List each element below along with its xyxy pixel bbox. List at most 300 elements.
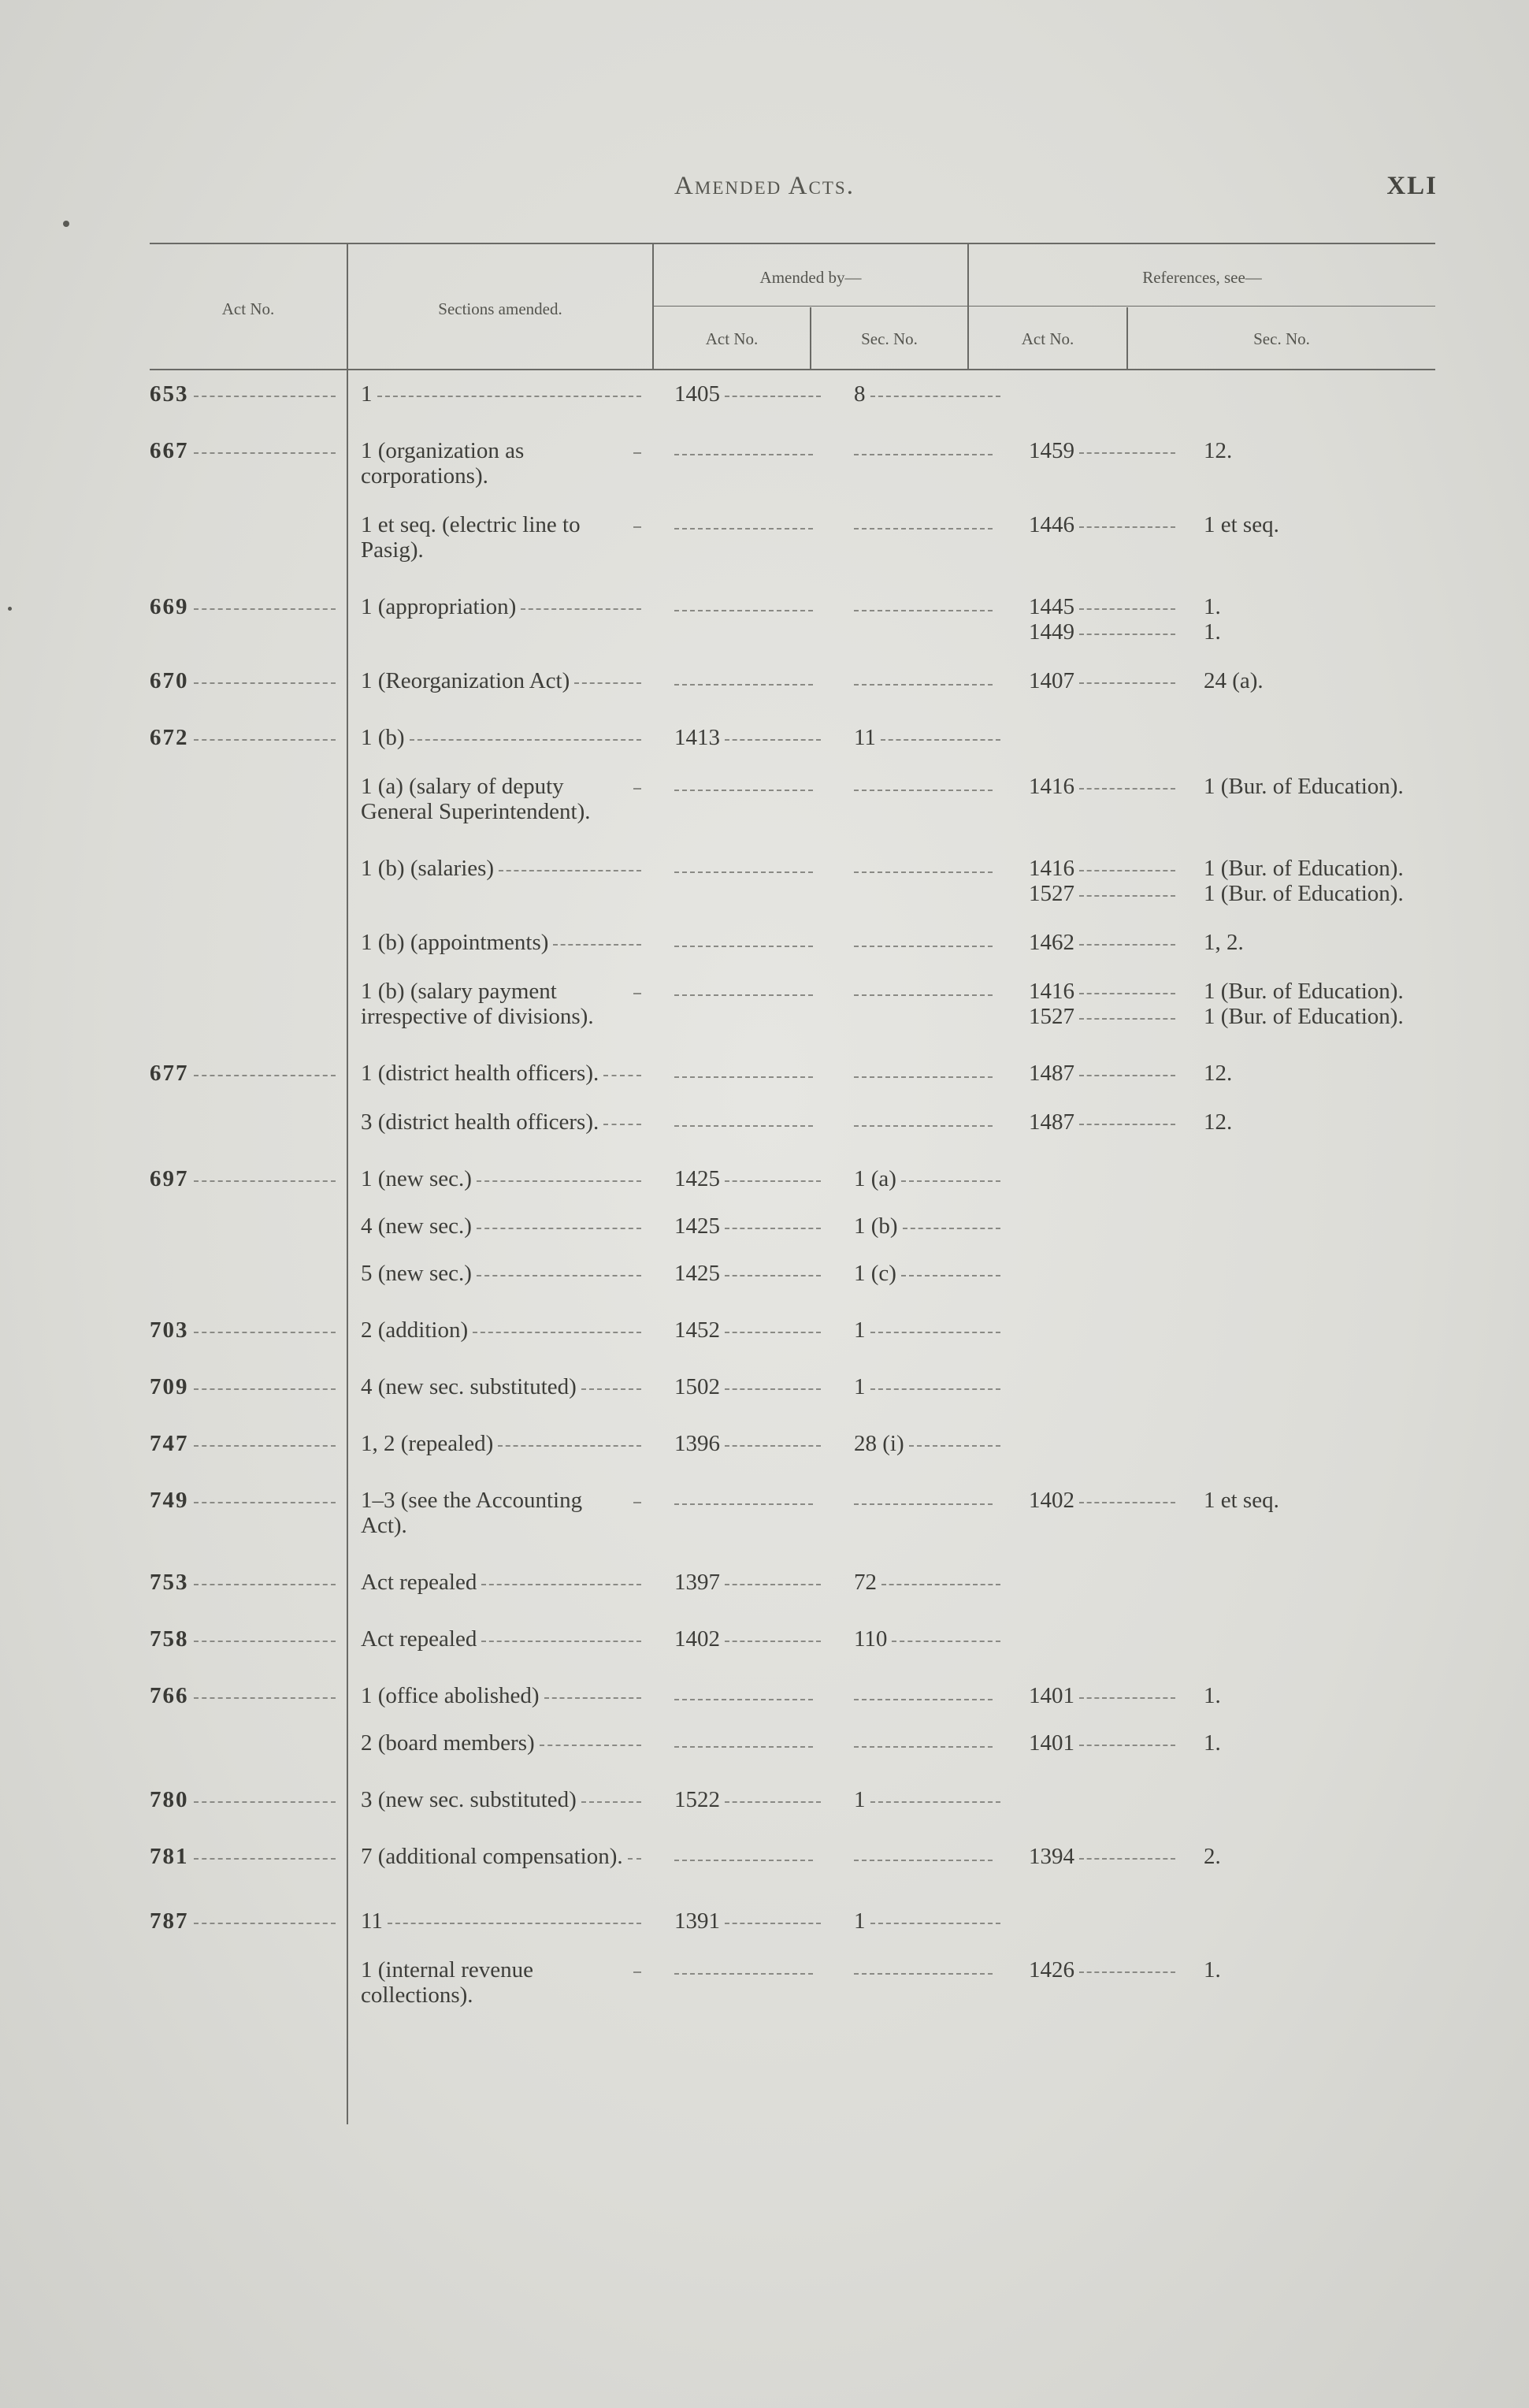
- row-spacer: [150, 489, 1528, 512]
- row-spacer: [150, 1934, 1528, 1957]
- col-header-ref-sec-no: Sec. No.: [1253, 329, 1310, 348]
- reference-act-cell: [1011, 930, 1186, 955]
- section-cell: [347, 594, 652, 645]
- section-cell: [347, 774, 652, 824]
- act-number-cell: [150, 1730, 347, 1756]
- reference-act-number: 1426: [1029, 1957, 1074, 1983]
- amended-act-number-cell: [652, 1317, 832, 1343]
- reference-act-cell: [1011, 1683, 1186, 1708]
- section-text: 1 (a) (salary of deputy General Superintendent).: [361, 774, 591, 824]
- act-number: 758: [150, 1626, 189, 1652]
- amended-act-number: 1425: [674, 1166, 720, 1191]
- row-spacer: [150, 1538, 1528, 1570]
- amended-section-number-cell: [832, 1317, 1011, 1343]
- amended-act-number: 1502: [674, 1374, 720, 1399]
- reference-act-cell: [1011, 1787, 1186, 1812]
- reference-section-cell: [1186, 1957, 1528, 2008]
- act-number-cell: [150, 668, 347, 693]
- amended-act-number-cell: [652, 1213, 832, 1239]
- act-number-cell: [150, 1570, 347, 1595]
- section-text: 4 (new sec. substituted): [361, 1374, 577, 1399]
- reference-act-cell: [1011, 1374, 1186, 1399]
- reference-act-number: 1527: [1029, 1004, 1074, 1029]
- reference-act-cell: [1011, 1488, 1186, 1538]
- amended-act-number-cell: [652, 1908, 832, 1934]
- act-number-cell: [150, 381, 347, 407]
- section-text: 1 (organization as corporations).: [361, 438, 525, 489]
- row-spacer: [150, 1135, 1528, 1166]
- act-number-cell: [150, 1213, 347, 1239]
- reference-section-cell: [1186, 1374, 1528, 1399]
- section-cell: [347, 1109, 652, 1135]
- amended-acts-table: [150, 381, 1528, 2008]
- amended-section-number: 1: [854, 1787, 866, 1812]
- act-number: 677: [150, 1061, 189, 1086]
- col-header-amended-by: Amended by—: [759, 268, 862, 287]
- row-spacer: [150, 1239, 1528, 1261]
- act-number-cell: [150, 930, 347, 955]
- amended-act-number-cell: [652, 1488, 832, 1538]
- reference-section-number: 1 (Bur. of Education).: [1204, 881, 1404, 906]
- amended-act-number-cell: [652, 1730, 832, 1756]
- act-number: 766: [150, 1683, 189, 1708]
- table-row: [150, 856, 1528, 906]
- reference-act-number: 1487: [1029, 1109, 1074, 1135]
- reference-section-cell: [1186, 1844, 1528, 1869]
- amended-section-number-cell: [832, 774, 1011, 824]
- amended-section-number-cell: [832, 979, 1011, 1029]
- table-row: [150, 1908, 1528, 1934]
- section-text: 1 (district health officers).: [361, 1061, 599, 1086]
- table-row: [150, 1787, 1528, 1812]
- row-spacer: [150, 1756, 1528, 1787]
- column-rule: [967, 244, 969, 369]
- amended-act-number-cell: [652, 1570, 832, 1595]
- act-number: 672: [150, 725, 189, 750]
- reference-section-number: 2.: [1204, 1844, 1221, 1869]
- table-row: [150, 512, 1528, 563]
- row-spacer: [150, 1343, 1528, 1374]
- amended-section-number-cell: [832, 381, 1011, 407]
- amended-act-number-cell: [652, 1787, 832, 1812]
- section-text: Act repealed: [361, 1626, 477, 1652]
- row-spacer: [150, 1869, 1528, 1908]
- amended-act-number-cell: [652, 979, 832, 1029]
- reference-act-cell: [1011, 725, 1186, 750]
- amended-section-number-cell: [832, 1626, 1011, 1652]
- amended-section-number-cell: [832, 668, 1011, 693]
- row-spacer: [150, 407, 1528, 438]
- reference-act-cell: [1011, 774, 1186, 824]
- reference-section-cell: [1186, 1730, 1528, 1756]
- act-number-cell: [150, 979, 347, 1029]
- row-spacer: [150, 1029, 1528, 1061]
- act-number-cell: [150, 1683, 347, 1708]
- section-text: 1 (appropriation): [361, 594, 517, 619]
- reference-section-cell: [1186, 438, 1528, 489]
- reference-section-number: 1 et seq.: [1204, 1488, 1279, 1513]
- reference-section-cell: [1186, 594, 1528, 645]
- reference-section-number: 1 (Bur. of Education).: [1204, 979, 1404, 1004]
- amended-act-number-cell: [652, 1683, 832, 1708]
- reference-act-cell: [1011, 1908, 1186, 1934]
- row-spacer: [150, 750, 1528, 774]
- amended-section-number-cell: [832, 512, 1011, 563]
- reference-act-number: 1401: [1029, 1730, 1074, 1756]
- reference-act-number: 1445: [1029, 594, 1074, 619]
- section-text: 3 (district health officers).: [361, 1109, 599, 1135]
- act-number-cell: [150, 725, 347, 750]
- row-spacer: [150, 693, 1528, 725]
- reference-act-number: 1449: [1029, 619, 1074, 645]
- amended-section-number-cell: [832, 1844, 1011, 1869]
- section-text: 1 (b) (appointments): [361, 930, 549, 955]
- reference-section-number: 12.: [1204, 1109, 1233, 1135]
- table-row: [150, 594, 1528, 645]
- amended-section-number-cell: [832, 1213, 1011, 1239]
- reference-act-number: 1394: [1029, 1844, 1074, 1869]
- section-text: 2 (addition): [361, 1317, 469, 1343]
- section-text: 2 (board members): [361, 1730, 535, 1756]
- table-row: [150, 1166, 1528, 1191]
- amended-section-number: 1: [854, 1374, 866, 1399]
- reference-section-number: 1 (Bur. of Education).: [1204, 774, 1404, 799]
- reference-section-cell: [1186, 512, 1528, 563]
- amended-section-number-cell: [832, 1166, 1011, 1191]
- reference-act-number: 1487: [1029, 1061, 1074, 1086]
- row-spacer: [150, 1708, 1528, 1730]
- amended-section-number-cell: [832, 1570, 1011, 1595]
- column-rule: [652, 244, 654, 369]
- act-number: 697: [150, 1166, 189, 1191]
- reference-section-cell: [1186, 1213, 1528, 1239]
- reference-act-cell: [1011, 1626, 1186, 1652]
- reference-act-number: 1416: [1029, 774, 1074, 799]
- section-text: 11: [361, 1908, 383, 1934]
- table-row: [150, 1683, 1528, 1708]
- reference-act-number: 1527: [1029, 881, 1074, 906]
- section-cell: [347, 856, 652, 906]
- amended-act-number-cell: [652, 1109, 832, 1135]
- reference-act-cell: [1011, 594, 1186, 645]
- reference-section-cell: [1186, 1570, 1528, 1595]
- reference-section-cell: [1186, 1431, 1528, 1456]
- reference-section-cell: [1186, 979, 1528, 1029]
- reference-section-cell: [1186, 1626, 1528, 1652]
- reference-section-cell: [1186, 1908, 1528, 1934]
- table-row: [150, 1570, 1528, 1595]
- section-cell: [347, 725, 652, 750]
- row-spacer: [150, 1191, 1528, 1213]
- amended-act-number-cell: [652, 1844, 832, 1869]
- table-row: [150, 774, 1528, 824]
- table-row: [150, 1374, 1528, 1399]
- amended-section-number: 1: [854, 1317, 866, 1343]
- reference-act-cell: [1011, 1957, 1186, 2008]
- act-number-cell: [150, 1957, 347, 2008]
- reference-act-number: 1401: [1029, 1683, 1074, 1708]
- amended-act-number-cell: [652, 725, 832, 750]
- section-cell: [347, 1570, 652, 1595]
- section-cell: [347, 438, 652, 489]
- reference-act-number: 1446: [1029, 512, 1074, 537]
- section-text: 1–3 (see the Accounting Act).: [361, 1488, 583, 1538]
- section-text: 1 (new sec.): [361, 1166, 472, 1191]
- section-cell: [347, 1317, 652, 1343]
- amended-act-number-cell: [652, 856, 832, 906]
- amended-act-number: 1396: [674, 1431, 720, 1456]
- amended-section-number: 1: [854, 1908, 866, 1934]
- section-text: 4 (new sec.): [361, 1213, 472, 1239]
- section-text: 1 (Reorganization Act): [361, 668, 570, 693]
- amended-section-number-cell: [832, 594, 1011, 645]
- act-number-cell: [150, 1626, 347, 1652]
- row-spacer: [150, 1286, 1528, 1317]
- reference-act-cell: [1011, 438, 1186, 489]
- act-number-cell: [150, 856, 347, 906]
- section-cell: [347, 1844, 652, 1869]
- table-row: [150, 1730, 1528, 1756]
- reference-section-cell: [1186, 1109, 1528, 1135]
- reference-act-cell: [1011, 1844, 1186, 1869]
- amended-act-number-cell: [652, 1431, 832, 1456]
- amended-act-number-cell: [652, 1626, 832, 1652]
- running-title: Amended Acts.: [674, 172, 855, 200]
- reference-section-cell: [1186, 381, 1528, 407]
- reference-act-number: 1402: [1029, 1488, 1074, 1513]
- table-row: [150, 1957, 1528, 2008]
- act-number-cell: [150, 1166, 347, 1191]
- act-number-cell: [150, 1844, 347, 1869]
- act-number-cell: [150, 438, 347, 489]
- table-row: [150, 725, 1528, 750]
- reference-section-cell: [1186, 725, 1528, 750]
- reference-section-cell: [1186, 930, 1528, 955]
- act-number: 653: [150, 381, 189, 407]
- row-spacer: [150, 955, 1528, 979]
- reference-act-cell: [1011, 668, 1186, 693]
- section-cell: [347, 1261, 652, 1286]
- row-spacer: [150, 645, 1528, 668]
- act-number-cell: [150, 1787, 347, 1812]
- reference-section-cell: [1186, 1261, 1528, 1286]
- reference-act-number: 1462: [1029, 930, 1074, 955]
- reference-section-number: 1.: [1204, 1730, 1221, 1756]
- row-spacer: [150, 1812, 1528, 1844]
- table-row: [150, 381, 1528, 407]
- reference-act-number: 1416: [1029, 856, 1074, 881]
- amended-section-number-cell: [832, 1061, 1011, 1086]
- amended-section-number-cell: [832, 930, 1011, 955]
- table-row: [150, 1061, 1528, 1086]
- reference-act-cell: [1011, 381, 1186, 407]
- section-cell: [347, 1957, 652, 2008]
- reference-section-cell: [1186, 1683, 1528, 1708]
- section-text: 1 (b) (salary payment irrespective of divisions).: [361, 979, 594, 1029]
- amended-act-number-cell: [652, 668, 832, 693]
- row-spacer: [150, 1399, 1528, 1431]
- table-row: [150, 668, 1528, 693]
- table-row: [150, 1626, 1528, 1652]
- amended-act-number-cell: [652, 594, 832, 645]
- act-number-cell: [150, 1431, 347, 1456]
- reference-act-number: 1416: [1029, 979, 1074, 1004]
- amended-act-number: 1397: [674, 1570, 720, 1595]
- col-header-references: References, see—: [1142, 268, 1262, 287]
- table-row: [150, 1261, 1528, 1286]
- top-rule: [150, 243, 1435, 244]
- section-cell: [347, 1061, 652, 1086]
- amended-act-number: 1391: [674, 1908, 720, 1934]
- act-number: 753: [150, 1570, 189, 1595]
- reference-act-cell: [1011, 979, 1186, 1029]
- amended-section-number-cell: [832, 1431, 1011, 1456]
- table-row: [150, 438, 1528, 489]
- reference-section-number: 1.: [1204, 1683, 1221, 1708]
- reference-act-number: 1459: [1029, 438, 1074, 463]
- amended-act-number-cell: [652, 1261, 832, 1286]
- section-cell: [347, 668, 652, 693]
- section-cell: [347, 381, 652, 407]
- act-number-cell: [150, 1109, 347, 1135]
- reference-section-number: 12.: [1204, 438, 1233, 463]
- amended-section-number: 1 (c): [854, 1261, 896, 1286]
- amended-act-number-cell: [652, 438, 832, 489]
- reference-act-cell: [1011, 1431, 1186, 1456]
- act-number-cell: [150, 512, 347, 563]
- amended-section-number: 1 (a): [854, 1166, 896, 1191]
- amended-section-number-cell: [832, 1261, 1011, 1286]
- section-text: Act repealed: [361, 1570, 477, 1595]
- section-cell: [347, 930, 652, 955]
- reference-act-cell: [1011, 856, 1186, 906]
- amended-section-number-cell: [832, 1683, 1011, 1708]
- table-row: [150, 930, 1528, 955]
- amended-section-number-cell: [832, 1109, 1011, 1135]
- amended-section-number-cell: [832, 1787, 1011, 1812]
- row-spacer: [150, 1595, 1528, 1626]
- amended-section-number-cell: [832, 1488, 1011, 1538]
- amended-act-number-cell: [652, 774, 832, 824]
- amended-act-number: 1402: [674, 1626, 720, 1652]
- reference-section-cell: [1186, 1488, 1528, 1538]
- amended-section-number-cell: [832, 1374, 1011, 1399]
- subheader-rule: [652, 306, 1435, 307]
- col-header-act-no: Act No.: [221, 299, 275, 318]
- act-number: 667: [150, 438, 189, 463]
- act-number: 780: [150, 1787, 189, 1812]
- stray-mark: [8, 607, 12, 611]
- stray-mark: [63, 221, 69, 227]
- act-number-cell: [150, 1061, 347, 1086]
- act-number-cell: [150, 774, 347, 824]
- section-text: 1 (b) (salaries): [361, 856, 495, 881]
- section-cell: [347, 1908, 652, 1934]
- row-spacer: [150, 563, 1528, 594]
- act-number-cell: [150, 1261, 347, 1286]
- section-text: 3 (new sec. substituted): [361, 1787, 577, 1812]
- section-text: 1 (internal revenue collections).: [361, 1957, 534, 2008]
- section-text: 1 (b): [361, 725, 405, 750]
- section-cell: [347, 979, 652, 1029]
- reference-section-cell: [1186, 1166, 1528, 1191]
- act-number: 670: [150, 668, 189, 693]
- amended-act-number-cell: [652, 930, 832, 955]
- col-header-ref-act-no: Act No.: [1021, 329, 1074, 348]
- section-text: 1: [361, 381, 373, 407]
- section-cell: [347, 1488, 652, 1538]
- reference-act-number: 1407: [1029, 668, 1074, 693]
- section-cell: [347, 1374, 652, 1399]
- amended-section-number: 11: [854, 725, 876, 750]
- section-text: 1 (office abolished): [361, 1683, 540, 1708]
- section-text: 7 (additional compensation).: [361, 1844, 623, 1869]
- act-number: 669: [150, 594, 189, 619]
- amended-act-number: 1413: [674, 725, 720, 750]
- amended-section-number: 1 (b): [854, 1213, 898, 1239]
- col-header-amended-act-no: Act No.: [705, 329, 759, 348]
- table-row: [150, 1109, 1528, 1135]
- section-cell: [347, 1683, 652, 1708]
- amended-section-number: 28 (i): [854, 1431, 904, 1456]
- reference-act-cell: [1011, 1317, 1186, 1343]
- amended-section-number: 110: [854, 1626, 888, 1652]
- reference-section-number: 1 (Bur. of Education).: [1204, 1004, 1404, 1029]
- reference-section-cell: [1186, 774, 1528, 824]
- amended-section-number-cell: [832, 1908, 1011, 1934]
- amended-section-number-cell: [832, 725, 1011, 750]
- reference-section-number: 1 (Bur. of Education).: [1204, 856, 1404, 881]
- reference-section-cell: [1186, 668, 1528, 693]
- reference-section-cell: [1186, 856, 1528, 906]
- section-cell: [347, 1213, 652, 1239]
- amended-act-number: 1425: [674, 1213, 720, 1239]
- section-cell: [347, 512, 652, 563]
- row-spacer: [150, 1456, 1528, 1488]
- act-number-cell: [150, 1488, 347, 1538]
- amended-act-number: 1405: [674, 381, 720, 407]
- row-spacer: [150, 824, 1528, 856]
- section-cell: [347, 1166, 652, 1191]
- amended-act-number: 1452: [674, 1317, 720, 1343]
- amended-section-number-cell: [832, 438, 1011, 489]
- amended-section-number-cell: [832, 1957, 1011, 2008]
- amended-act-number-cell: [652, 1374, 832, 1399]
- reference-section-cell: [1186, 1787, 1528, 1812]
- act-number-cell: [150, 594, 347, 645]
- amended-act-number-cell: [652, 1061, 832, 1086]
- act-number: 709: [150, 1374, 189, 1399]
- reference-act-cell: [1011, 1213, 1186, 1239]
- amended-act-number-cell: [652, 512, 832, 563]
- amended-act-number-cell: [652, 381, 832, 407]
- amended-section-number: 8: [854, 381, 866, 407]
- act-number: 747: [150, 1431, 189, 1456]
- amended-act-number-cell: [652, 1957, 832, 2008]
- reference-section-number: 24 (a).: [1204, 668, 1264, 693]
- row-spacer: [150, 1086, 1528, 1109]
- reference-section-number: 1 et seq.: [1204, 512, 1279, 537]
- reference-act-cell: [1011, 1261, 1186, 1286]
- reference-act-cell: [1011, 512, 1186, 563]
- act-number: 703: [150, 1317, 189, 1343]
- amended-act-number-cell: [652, 1166, 832, 1191]
- reference-section-number: 1, 2.: [1204, 930, 1244, 955]
- section-text: 1, 2 (repealed): [361, 1431, 494, 1456]
- reference-act-cell: [1011, 1730, 1186, 1756]
- row-spacer: [150, 1652, 1528, 1683]
- amended-section-number: 72: [854, 1570, 877, 1595]
